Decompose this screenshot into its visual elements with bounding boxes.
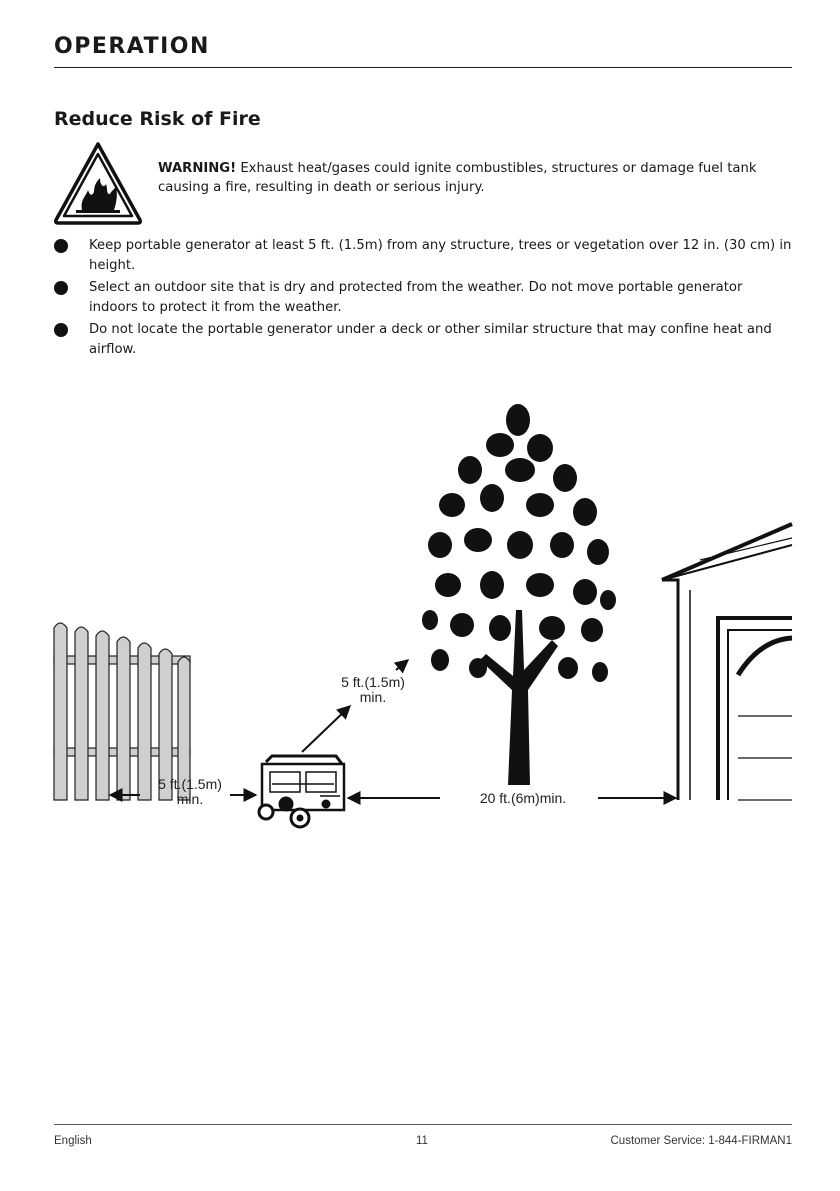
clearance-diagram [0, 390, 840, 830]
warning-text: Exhaust heat/gases could ignite combustibles, structures or damage fuel tank causing a fire, resulting in death or serious injury. [158, 161, 757, 195]
footer-customer-service: Customer Service: 1-844-FIRMAN1 [610, 1135, 792, 1147]
list-item: Select an outdoor site that is dry and protected from the weather. Do not move portable generator indoors to protect it from the weather. [54, 278, 794, 317]
section-title: OPERATION [54, 34, 210, 59]
warning-label: WARNING! [158, 161, 237, 176]
house-distance-label: 20 ft.(6m)min. [448, 791, 598, 806]
warning-message [158, 159, 798, 197]
page-number: 11 [416, 1135, 428, 1147]
list-item: Do not locate the portable generator under a deck or other similar structure that may confine heat and airflow. [54, 320, 794, 359]
fence-distance-label: 5 ft.(1.5m) min. [158, 776, 222, 807]
tree-distance-arrow [302, 706, 350, 752]
bullet-dot-icon [54, 239, 68, 253]
generator-illustration [259, 756, 344, 827]
footer-divider [54, 1124, 792, 1125]
house-illustration [662, 524, 792, 800]
fire-hazard-icon [52, 140, 144, 226]
title-divider [54, 67, 792, 68]
tree-distance-label: 5 ft.(1.5m) min. [318, 675, 428, 705]
safety-bullet-list [54, 236, 794, 362]
bullet-dot-icon [54, 323, 68, 337]
tree-distance-arrow-top [396, 660, 408, 670]
fence-illustration [54, 623, 190, 800]
footer-language: English [54, 1135, 92, 1147]
bullet-dot-icon [54, 281, 68, 295]
page-title: Reduce Risk of Fire [54, 108, 261, 130]
tree-illustration [422, 404, 616, 785]
list-item: Keep portable generator at least 5 ft. (1.5m) from any structure, trees or vegetation over 12 in. (30 cm) in height. [54, 236, 794, 275]
